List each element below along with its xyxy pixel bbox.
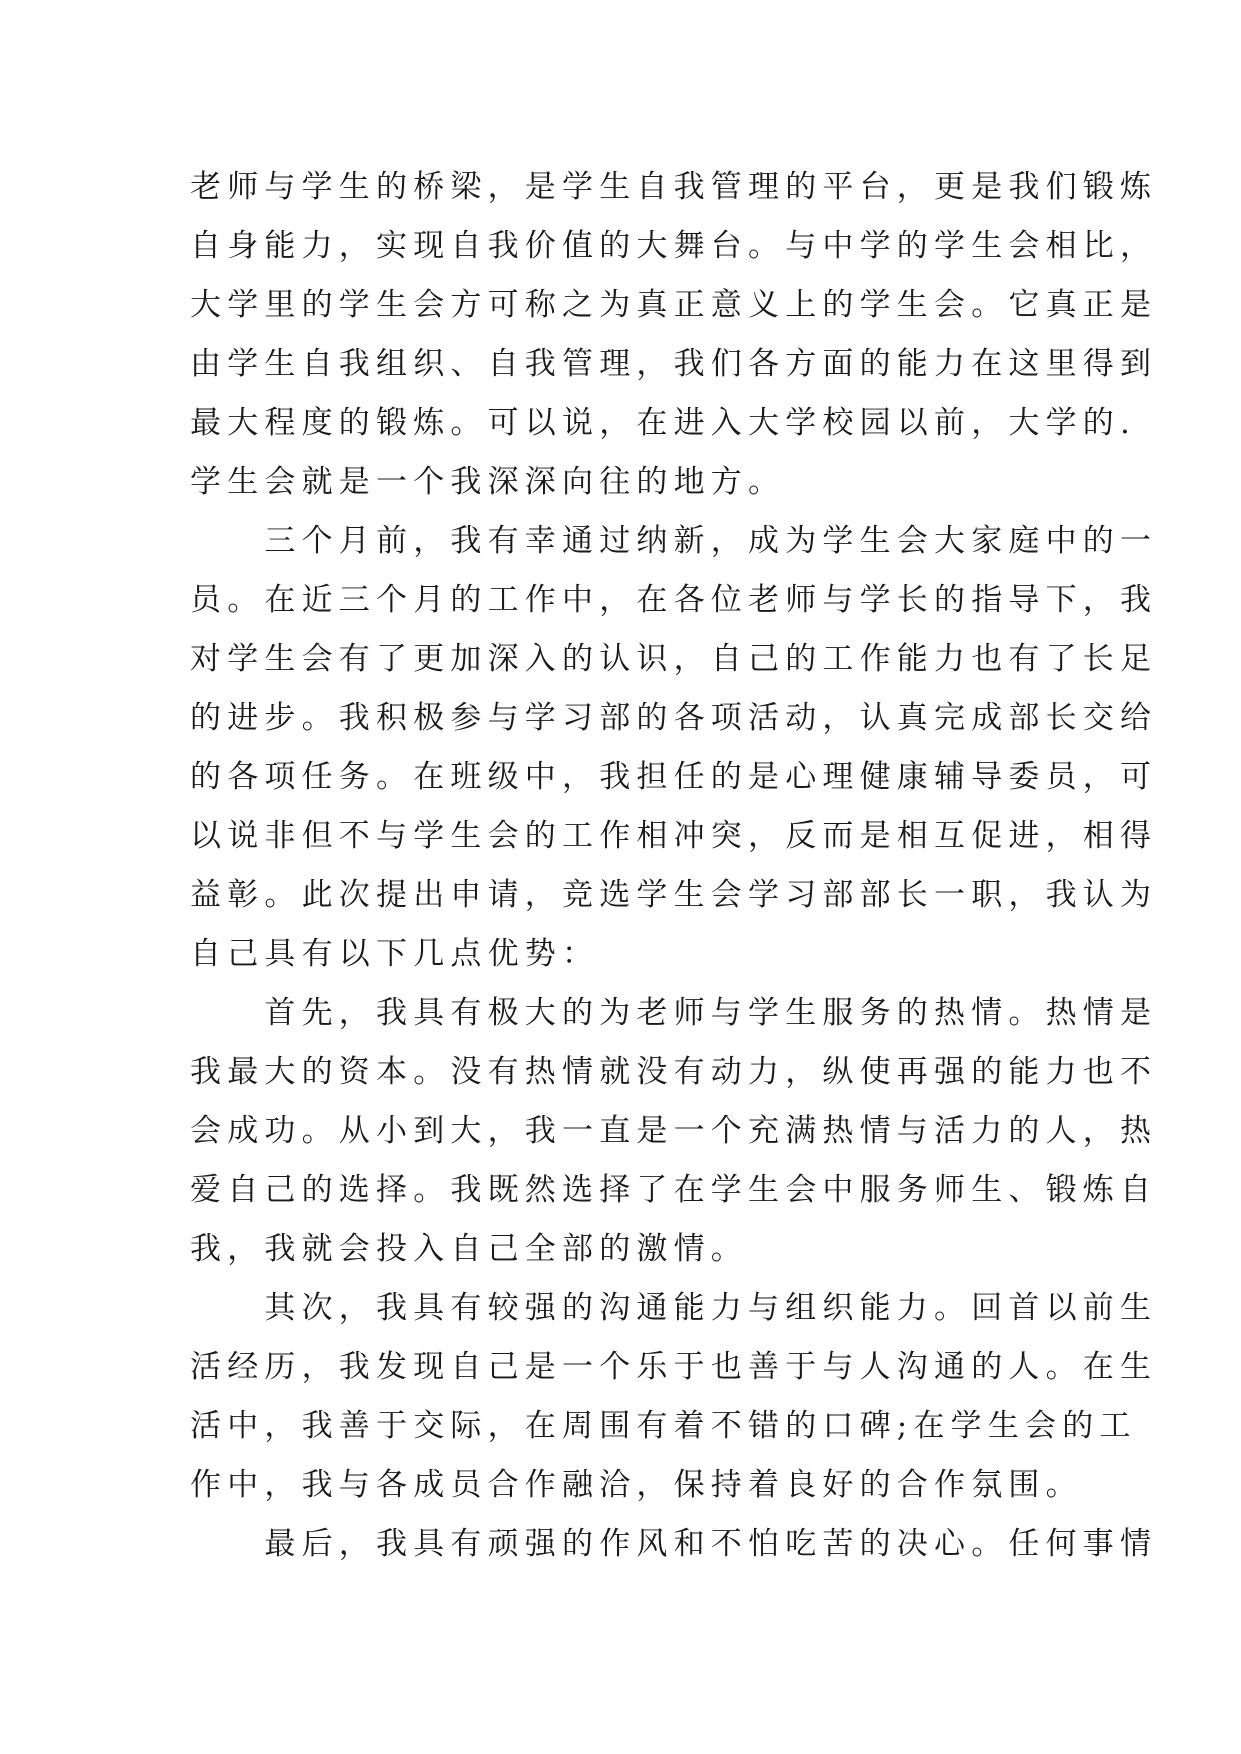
text-line: 对学生会有了更加深入的认识，自己的工作能力也有了长足 [190, 641, 1158, 677]
text-line: 学生会就是一个我深深向往的地方。 [190, 464, 786, 500]
text-line: 活中，我善于交际，在周围有着不错的口碑;在学生会的工 [190, 1408, 1137, 1444]
text-line: 的进步。我积极参与学习部的各项活动，认真完成部长交给 [190, 700, 1158, 736]
text-line: 以说非但不与学生会的工作相冲突，反而是相互促进，相得 [190, 818, 1158, 854]
text-line: 大学里的学生会方可称之为真正意义上的学生会。它真正是 [190, 287, 1158, 323]
text-line: 作中，我与各成员合作融洽，保持着良好的合作氛围。 [190, 1467, 1083, 1503]
text-line: 最大程度的锻炼。可以说，在进入大学校园以前，大学的. [190, 405, 1137, 441]
text-line: 会成功。从小到大，我一直是一个充满热情与活力的人，热 [190, 1113, 1158, 1149]
text-line: 的各项任务。在班级中，我担任的是心理健康辅导委员，可 [190, 759, 1158, 795]
text-line: 我最大的资本。没有热情就没有动力，纵使再强的能力也不 [190, 1054, 1158, 1090]
text-line: 活经历，我发现自己是一个乐于也善于与人沟通的人。在生 [190, 1349, 1158, 1385]
text-line: 首先，我具有极大的为老师与学生服务的热情。热情是 [190, 995, 1158, 1031]
text-line: 由学生自我组织、自我管理，我们各方面的能力在这里得到 [190, 346, 1158, 382]
text-line: 其次，我具有较强的沟通能力与组织能力。回首以前生 [190, 1290, 1158, 1326]
text-line: 老师与学生的桥梁，是学生自我管理的平台，更是我们锻炼 [190, 169, 1158, 205]
text-line: 最后，我具有顽强的作风和不怕吃苦的决心。任何事情 [190, 1526, 1158, 1562]
text-line: 自身能力，实现自我价值的大舞台。与中学的学生会相比， [190, 228, 1158, 264]
text-line: 员。在近三个月的工作中，在各位老师与学长的指导下，我 [190, 582, 1158, 618]
text-line: 爱自己的选择。我既然选择了在学生会中服务师生、锻炼自 [190, 1172, 1158, 1208]
text-line: 三个月前，我有幸通过纳新，成为学生会大家庭中的一 [190, 523, 1158, 559]
text-line: 益彰。此次提出申请，竞选学生会学习部部长一职，我认为 [190, 877, 1158, 913]
body-text [190, 158, 1158, 1574]
text-line: 我，我就会投入自己全部的激情。 [190, 1231, 748, 1267]
text-line: 自己具有以下几点优势： [190, 936, 600, 972]
